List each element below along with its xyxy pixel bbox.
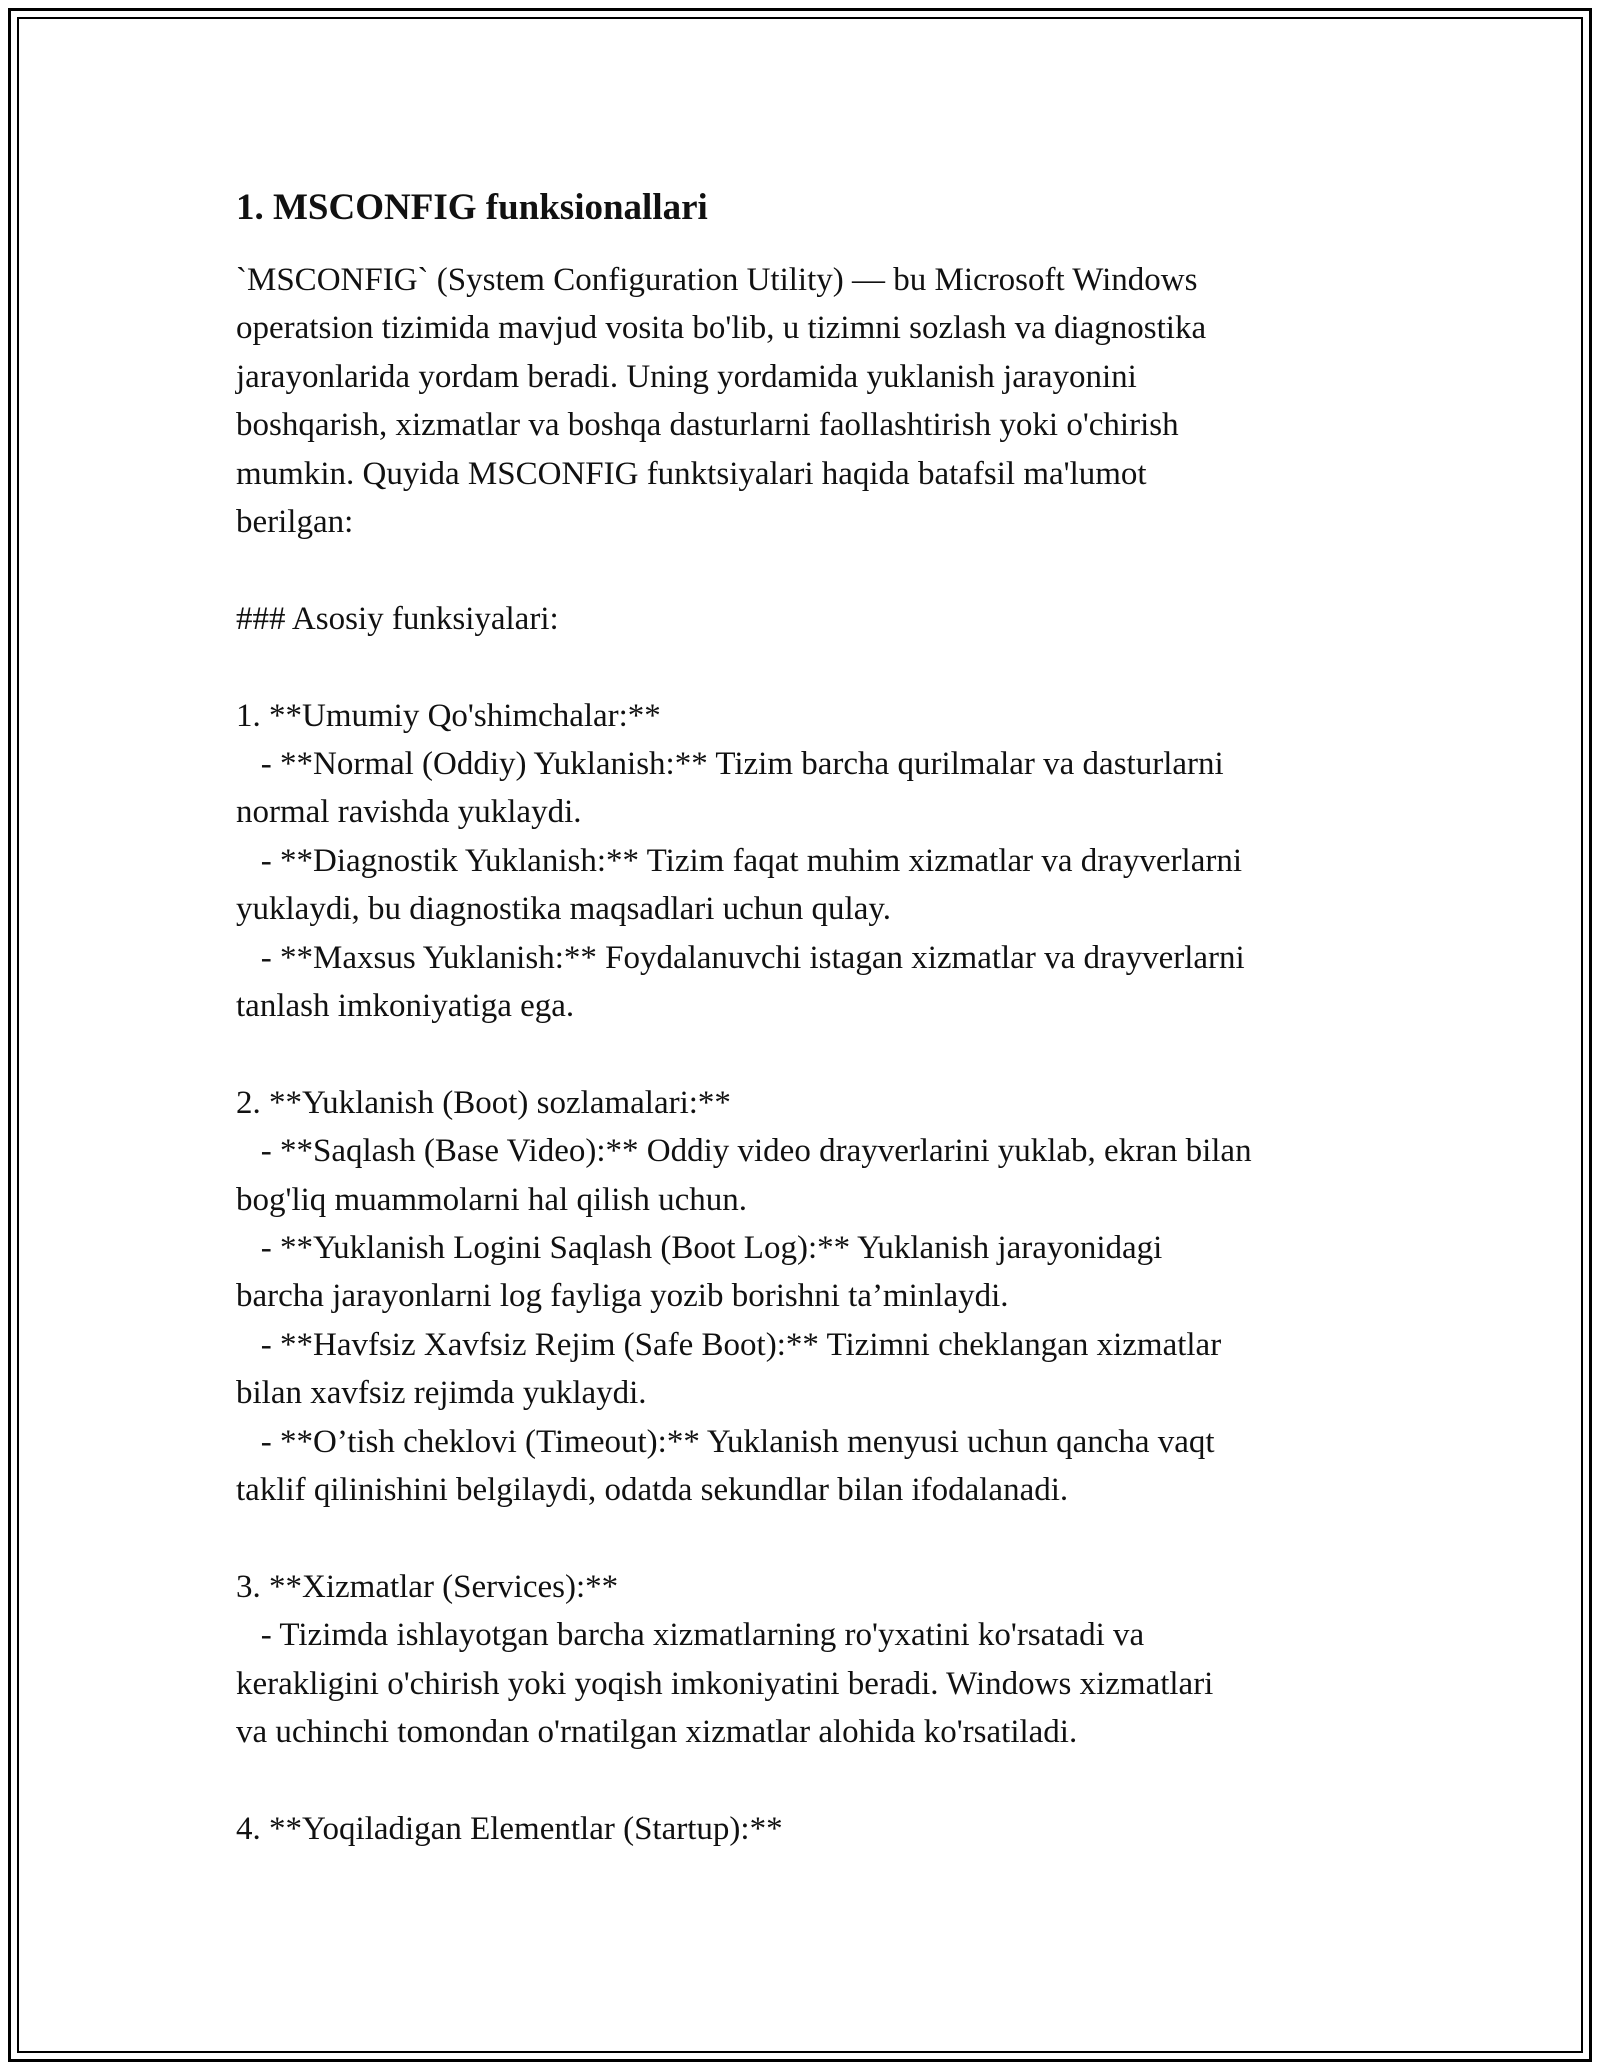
section-line: - **Maxsus Yuklanish:** Foydalanuvchi istagan xizmatlar va drayverlarni [236,939,1245,976]
section-line: - **Saqlash (Base Video):** Oddiy video drayverlarini yuklab, ekran bilan [236,1133,1252,1170]
section-line: - **Havfsiz Xavfsiz Rejim (Safe Boot):** Tizimni cheklangan xizmatlar [236,1326,1222,1363]
section-line: taklif qilinishini belgilaydi, odatda sekundlar bilan ifodalanadi. [236,1472,1069,1509]
section-services [236,1563,1376,1757]
section-line: barcha jarayonlarni log fayliga yozib borishni ta’minlaydi. [236,1278,1009,1315]
section-line: - **O’tish cheklovi (Timeout):** Yuklanish menyusi uchun qancha vaqt [236,1423,1215,1460]
section-title: 3. **Xizmatlar (Services):** [236,1568,619,1605]
section-line: - **Normal (Oddiy) Yuklanish:** Tizim barcha qurilmalar va dasturlarni [236,746,1224,783]
paragraph-line: jarayonlarida yordam beradi. Uning yordamida yuklanish jarayonini [236,358,1137,395]
document-title: 1. MSCONFIG funksionallari [236,187,708,228]
section-title: 2. **Yuklanish (Boot) sozlamalari:** [236,1084,731,1121]
spacer [236,1515,1376,1563]
paragraph-line: berilgan: [236,504,354,541]
intro-paragraph [236,256,1376,546]
section-line: - Tizimda ishlayotgan barcha xizmatlarning ro'yxatini ko'rsatadi va [236,1617,1145,1654]
document-body [236,184,1376,1853]
section-line: yuklaydi, bu diagnostika maqsadlari uchun qulay. [236,891,891,928]
section-line: tanlash imkoniyatiga ega. [236,988,575,1025]
paragraph-line: operatsion tizimida mavjud vosita bo'lib, u tizimni sozlash va diagnostika [236,310,1207,347]
spacer [236,546,1376,594]
section-line: - **Diagnostik Yuklanish:** Tizim faqat muhim xizmatlar va drayverlarni [236,842,1243,879]
spacer [236,1030,1376,1078]
section-line: bog'liq muammolarni hal qilish uchun. [236,1181,747,1218]
section-general [236,692,1376,1031]
paragraph-line: `MSCONFIG` (System Configuration Utility) — bu Microsoft Windows [236,262,1198,298]
paragraph-line: boshqarish, xizmatlar va boshqa dasturlarni faollashtirish yoki o'chirish [236,407,1179,444]
section-line: bilan xavfsiz rejimda yuklaydi. [236,1375,647,1412]
section-boot [236,1079,1376,1515]
paragraph-line: mumkin. Quyida MSCONFIG funktsiyalari haqida batafsil ma'lumot [236,455,1147,492]
section-line: kerakligini o'chirish yoki yoqish imkoniyatini beradi. Windows xizmatlari [236,1665,1214,1702]
section-line: - **Yuklanish Logini Saqlash (Boot Log):** Yuklanish jarayonidagi [236,1230,1163,1267]
section-startup [236,1805,1376,1853]
spacer [236,643,1376,691]
spacer [236,1757,1376,1805]
section-line: va uchinchi tomondan o'rnatilgan xizmatlar alohida ko'rsatiladi. [236,1714,1078,1751]
section-line: normal ravishda yuklaydi. [236,794,582,831]
subheading: ### Asosiy funksiyalari: [236,600,559,637]
section-title: 1. **Umumiy Qo'shimchalar:** [236,697,661,734]
section-title: 4. **Yoqiladigan Elementlar (Startup):** [236,1810,783,1847]
